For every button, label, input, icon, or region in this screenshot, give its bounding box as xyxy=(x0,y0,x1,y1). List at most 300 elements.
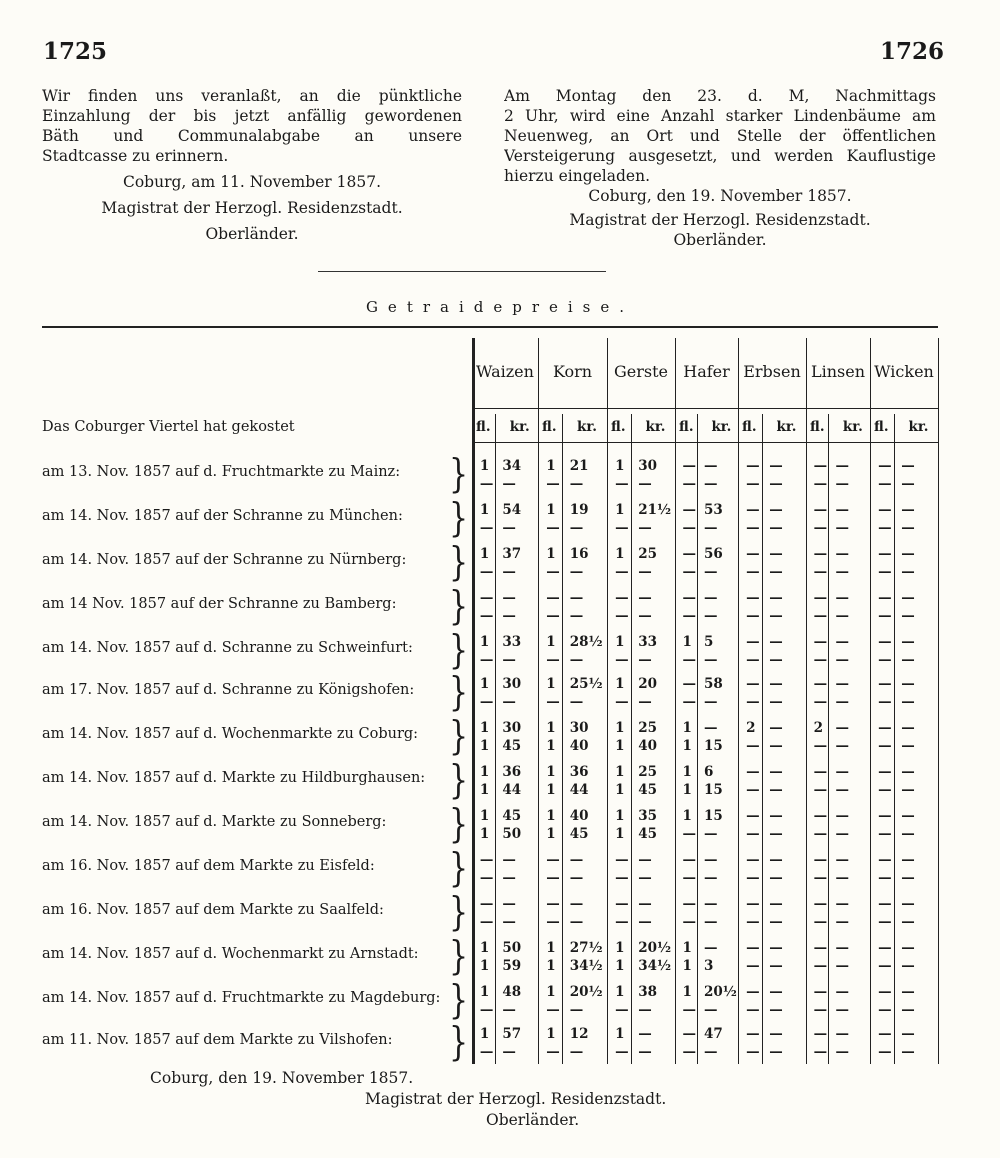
price-cell: — xyxy=(746,634,760,650)
price-cell: — xyxy=(546,590,560,606)
price-cell: — xyxy=(769,634,783,650)
price-cell: 1 xyxy=(546,634,556,650)
column-divider xyxy=(495,414,496,1064)
row-header-label: Das Coburger Viertel hat gekostet xyxy=(42,419,295,435)
price-cell: — xyxy=(769,940,783,956)
column-divider xyxy=(472,338,475,1064)
price-cell: 1 xyxy=(615,1026,625,1042)
price-cell: — xyxy=(901,852,915,868)
price-cell: — xyxy=(638,652,652,668)
price-cell: — xyxy=(746,826,760,842)
price-cell: — xyxy=(769,896,783,912)
price-cell: — xyxy=(502,1002,516,1018)
notice-right-line: Am Montag den 23. d. M, Nachmittags xyxy=(504,87,936,105)
price-cell: 1 xyxy=(479,720,490,736)
price-cell: — xyxy=(901,564,915,580)
price-cell: — xyxy=(901,808,915,824)
row-brace: } xyxy=(449,670,469,716)
price-cell: — xyxy=(479,652,494,668)
column-divider xyxy=(675,338,676,1064)
price-cell: — xyxy=(703,870,718,886)
grain-header: Wicken xyxy=(874,362,934,381)
notice-right-authority: Magistrat der Herzogl. Residenzstadt. xyxy=(569,211,871,229)
price-cell: — xyxy=(813,1002,828,1018)
price-cell: — xyxy=(769,1026,783,1042)
price-cell: 1 xyxy=(615,808,625,824)
price-cell: 58 xyxy=(703,676,723,692)
price-cell: — xyxy=(703,590,718,606)
price-cell: — xyxy=(901,634,915,650)
price-cell: — xyxy=(901,608,915,624)
price-cell: — xyxy=(901,764,915,780)
price-cell: 33 xyxy=(638,634,658,650)
market-label: am 14. Nov. 1857 auf d. Wochenmarkt zu Arnstadt: xyxy=(42,946,419,962)
price-cell: 27½ xyxy=(569,940,603,956)
price-cell: 1 xyxy=(546,826,556,842)
price-cell: — xyxy=(546,1002,560,1018)
price-cell: — xyxy=(479,1002,494,1018)
price-cell: — xyxy=(546,520,560,536)
price-cell: — xyxy=(546,694,560,710)
price-cell: 1 xyxy=(546,984,556,1000)
price-cell: — xyxy=(835,590,849,606)
row-brace: } xyxy=(449,452,469,498)
price-cell: — xyxy=(901,676,915,692)
price-cell: — xyxy=(479,1044,494,1060)
price-cell: — xyxy=(479,870,494,886)
price-cell: — xyxy=(638,476,652,492)
price-cell: — xyxy=(682,590,697,606)
price-cell: — xyxy=(615,652,629,668)
price-cell: — xyxy=(835,458,849,474)
price-cell: — xyxy=(502,476,516,492)
price-cell: — xyxy=(769,984,783,1000)
price-cell: — xyxy=(569,914,584,930)
market-label: am 14 Nov. 1857 auf der Schranne zu Bamberg: xyxy=(42,596,397,612)
price-cell: — xyxy=(569,520,584,536)
price-cell: — xyxy=(878,1044,892,1060)
price-cell: 37 xyxy=(502,546,522,562)
price-cell: — xyxy=(813,852,828,868)
price-cell: — xyxy=(502,564,516,580)
price-cell: — xyxy=(769,676,783,692)
price-cell: 1 xyxy=(615,502,625,518)
price-cell: — xyxy=(638,520,652,536)
price-cell: — xyxy=(878,694,892,710)
price-cell: — xyxy=(746,782,760,798)
price-cell: 1 xyxy=(615,676,625,692)
price-cell: — xyxy=(546,870,560,886)
price-cell: — xyxy=(682,1044,697,1060)
price-cell: — xyxy=(835,782,849,798)
price-cell: — xyxy=(769,764,783,780)
price-cell: 36 xyxy=(502,764,522,780)
price-cell: — xyxy=(835,852,849,868)
price-cell: — xyxy=(746,870,760,886)
price-cell: 1 xyxy=(682,764,692,780)
price-cell: — xyxy=(703,652,718,668)
unit-kr-header: kr. xyxy=(711,419,732,435)
price-cell: — xyxy=(682,694,697,710)
price-cell: — xyxy=(813,608,828,624)
market-label: am 14. Nov. 1857 auf der Schranne zu München: xyxy=(42,508,403,524)
price-cell: 20½ xyxy=(703,984,737,1000)
price-cell: — xyxy=(878,826,892,842)
unit-fl-header: fl. xyxy=(874,419,889,435)
price-cell: — xyxy=(569,652,584,668)
price-cell: 1 xyxy=(546,808,556,824)
price-cell: — xyxy=(703,1044,718,1060)
unit-kr-header: kr. xyxy=(576,419,597,435)
price-cell: — xyxy=(479,694,494,710)
notice-left-signature: Oberländer. xyxy=(205,225,299,243)
price-cell: — xyxy=(569,852,584,868)
grain-header: Hafer xyxy=(683,362,730,381)
notice-right-line: 2 Uhr, wird eine Anzahl starker Lindenbäume am xyxy=(504,107,936,125)
price-cell: 1 xyxy=(546,958,556,974)
price-cell: — xyxy=(682,458,697,474)
price-cell: 1 xyxy=(546,720,556,736)
price-cell: 59 xyxy=(502,958,522,974)
price-cell: — xyxy=(901,590,915,606)
price-cell: — xyxy=(502,520,516,536)
notice-right-line: Versteigerung ausgesetzt, und werden Kauflustige xyxy=(504,147,936,165)
price-cell: 30 xyxy=(638,458,658,474)
price-cell: — xyxy=(615,870,629,886)
price-cell: — xyxy=(813,984,828,1000)
footer-signature: Oberländer. xyxy=(486,1111,580,1129)
footer-place-date: Coburg, den 19. November 1857. xyxy=(150,1069,414,1087)
price-cell: — xyxy=(835,676,849,692)
row-brace: } xyxy=(449,714,469,760)
price-cell: — xyxy=(813,564,828,580)
page-number-left: 1725 xyxy=(43,38,108,65)
price-cell: — xyxy=(835,940,849,956)
price-cell: — xyxy=(835,764,849,780)
price-cell: — xyxy=(638,1026,652,1042)
price-cell: — xyxy=(746,1026,760,1042)
price-cell: — xyxy=(813,808,828,824)
price-cell: — xyxy=(502,590,516,606)
price-cell: 1 xyxy=(615,984,625,1000)
price-cell: — xyxy=(901,502,915,518)
price-cell: — xyxy=(901,738,915,754)
price-cell: 45 xyxy=(569,826,589,842)
price-cell: 35 xyxy=(638,808,658,824)
notice-left-place-date: Coburg, am 11. November 1857. xyxy=(122,173,382,191)
price-cell: 21 xyxy=(569,458,589,474)
price-cell: — xyxy=(703,826,718,842)
price-cell: — xyxy=(546,852,560,868)
price-cell: — xyxy=(682,546,697,562)
price-cell: — xyxy=(769,476,783,492)
price-cell: — xyxy=(901,652,915,668)
price-cell: — xyxy=(769,590,783,606)
price-cell: — xyxy=(769,1002,783,1018)
price-cell: — xyxy=(746,958,760,974)
price-cell: — xyxy=(746,852,760,868)
price-cell: — xyxy=(546,476,560,492)
header-rule xyxy=(472,442,938,443)
unit-kr-header: kr. xyxy=(645,419,666,435)
price-cell: 1 xyxy=(615,958,625,974)
price-cell: — xyxy=(878,896,892,912)
price-cell: 1 xyxy=(615,634,625,650)
price-cell: 30 xyxy=(502,720,522,736)
price-cell: — xyxy=(746,564,760,580)
price-cell: — xyxy=(615,852,629,868)
price-cell: — xyxy=(682,476,697,492)
price-cell: — xyxy=(878,1002,892,1018)
price-cell: — xyxy=(769,502,783,518)
price-cell: — xyxy=(835,738,849,754)
price-cell: — xyxy=(546,652,560,668)
price-cell: — xyxy=(769,546,783,562)
price-cell: 38 xyxy=(638,984,658,1000)
price-cell: — xyxy=(813,502,828,518)
price-cell: — xyxy=(901,870,915,886)
price-cell: — xyxy=(638,914,652,930)
price-cell: — xyxy=(835,720,849,736)
price-cell: 1 xyxy=(479,940,490,956)
price-cell: — xyxy=(769,738,783,754)
price-cell: — xyxy=(569,1002,584,1018)
price-cell: — xyxy=(502,1044,516,1060)
price-cell: — xyxy=(746,764,760,780)
price-cell: — xyxy=(615,476,629,492)
page-number-right: 1726 xyxy=(880,38,945,65)
row-brace: } xyxy=(449,758,469,804)
price-cell: — xyxy=(746,520,760,536)
price-cell: 1 xyxy=(546,940,556,956)
price-cell: — xyxy=(835,984,849,1000)
price-cell: 5 xyxy=(703,634,714,650)
price-cell: 30 xyxy=(502,676,522,692)
notice-left xyxy=(42,86,462,244)
price-cell: — xyxy=(878,564,892,580)
price-cell: — xyxy=(813,458,828,474)
row-brace: } xyxy=(449,802,469,848)
grain-header: Waizen xyxy=(476,362,534,381)
price-cell: — xyxy=(835,958,849,974)
price-cell: — xyxy=(682,676,697,692)
price-cell: — xyxy=(479,914,494,930)
price-cell: — xyxy=(813,634,828,650)
price-cell: 1 xyxy=(479,958,490,974)
price-cell: — xyxy=(769,520,783,536)
price-cell: 1 xyxy=(479,1026,490,1042)
price-cell: — xyxy=(746,458,760,474)
price-cell: — xyxy=(901,694,915,710)
price-cell: — xyxy=(901,958,915,974)
price-cell: — xyxy=(546,564,560,580)
market-label: am 14. Nov. 1857 auf d. Markte zu Hildburghausen: xyxy=(42,770,426,786)
price-cell: — xyxy=(813,826,828,842)
price-cell: — xyxy=(878,590,892,606)
price-cell: — xyxy=(878,502,892,518)
price-cell: — xyxy=(746,546,760,562)
price-cell: — xyxy=(546,896,560,912)
price-cell: — xyxy=(502,652,516,668)
price-cell: — xyxy=(546,914,560,930)
price-cell: — xyxy=(813,652,828,668)
grain-header: Erbsen xyxy=(743,362,801,381)
price-cell: — xyxy=(682,520,697,536)
price-cell: — xyxy=(813,1044,828,1060)
price-cell: 45 xyxy=(502,808,522,824)
price-cell: — xyxy=(878,720,892,736)
price-cell: — xyxy=(615,1044,629,1060)
price-cell: — xyxy=(502,852,516,868)
price-cell: — xyxy=(703,476,718,492)
column-divider xyxy=(738,338,739,1064)
price-cell: 33 xyxy=(502,634,522,650)
price-cell: — xyxy=(703,458,718,474)
price-cell: — xyxy=(901,826,915,842)
price-cell: — xyxy=(835,870,849,886)
price-cell: — xyxy=(813,546,828,562)
price-cell: 40 xyxy=(569,738,589,754)
price-cell: — xyxy=(835,896,849,912)
price-cell: 1 xyxy=(546,1026,556,1042)
price-cell: — xyxy=(546,1044,560,1060)
price-cell: — xyxy=(615,564,629,580)
footer-authority: Magistrat der Herzogl. Residenzstadt. xyxy=(365,1090,667,1108)
price-cell: — xyxy=(878,852,892,868)
price-cell: — xyxy=(769,870,783,886)
price-cell: 19 xyxy=(569,502,589,518)
price-cell: 1 xyxy=(615,940,625,956)
price-cell: — xyxy=(878,520,892,536)
table-title: Getraidepreise. xyxy=(365,298,635,316)
price-cell: — xyxy=(746,608,760,624)
price-cell: 1 xyxy=(479,984,490,1000)
separator-rule xyxy=(318,271,606,272)
price-cell: 30 xyxy=(569,720,589,736)
price-cell: — xyxy=(746,808,760,824)
price-cell: 44 xyxy=(569,782,589,798)
price-cell: — xyxy=(878,914,892,930)
price-cell: — xyxy=(901,1044,915,1060)
price-cell: — xyxy=(746,896,760,912)
price-cell: — xyxy=(703,852,718,868)
price-cell: — xyxy=(835,502,849,518)
price-cell: — xyxy=(901,458,915,474)
price-cell: — xyxy=(502,896,516,912)
price-cell: — xyxy=(682,896,697,912)
price-cell: — xyxy=(746,738,760,754)
price-cell: — xyxy=(479,852,494,868)
price-cell: — xyxy=(769,782,783,798)
price-cell: 1 xyxy=(479,676,490,692)
price-cell: — xyxy=(703,520,718,536)
price-cell: — xyxy=(813,676,828,692)
price-cell: — xyxy=(746,652,760,668)
price-cell: 3 xyxy=(703,958,714,974)
price-cell: 34½ xyxy=(638,958,672,974)
price-cell: 1 xyxy=(682,940,692,956)
price-cell: — xyxy=(569,564,584,580)
price-cell: 16 xyxy=(569,546,589,562)
price-cell: — xyxy=(615,608,629,624)
notice-left-line: Bäth und Communalabgabe an unsere xyxy=(42,127,462,145)
price-cell: — xyxy=(769,958,783,974)
price-cell: — xyxy=(813,782,828,798)
price-cell: — xyxy=(769,458,783,474)
row-brace: } xyxy=(449,628,469,674)
price-cell: 45 xyxy=(638,782,658,798)
column-divider xyxy=(562,414,563,1064)
price-cell: 56 xyxy=(703,546,723,562)
price-cell: — xyxy=(638,590,652,606)
price-cell: — xyxy=(682,914,697,930)
column-divider xyxy=(806,338,807,1064)
price-cell: — xyxy=(835,826,849,842)
price-cell: — xyxy=(769,652,783,668)
price-cell: — xyxy=(813,738,828,754)
price-cell: — xyxy=(813,896,828,912)
price-cell: — xyxy=(813,590,828,606)
price-cell: — xyxy=(813,870,828,886)
price-cell: — xyxy=(569,870,584,886)
price-cell: 2 xyxy=(813,720,824,736)
price-cell: — xyxy=(746,676,760,692)
price-cell: — xyxy=(615,914,629,930)
price-cell: — xyxy=(878,634,892,650)
price-cell: — xyxy=(502,914,516,930)
price-cell: — xyxy=(746,502,760,518)
price-cell: 1 xyxy=(682,720,692,736)
price-cell: — xyxy=(638,608,652,624)
row-brace: } xyxy=(449,496,469,542)
notice-right-line: Neuenweg, an Ort und Stelle der öffentlichen xyxy=(504,127,936,145)
unit-fl-header: fl. xyxy=(742,419,757,435)
price-cell: — xyxy=(835,608,849,624)
price-cell: — xyxy=(901,896,915,912)
price-cell: — xyxy=(638,1044,652,1060)
price-cell: 45 xyxy=(502,738,522,754)
price-cell: — xyxy=(746,1002,760,1018)
unit-fl-header: fl. xyxy=(476,419,491,435)
price-cell: — xyxy=(901,1026,915,1042)
price-cell: — xyxy=(703,720,718,736)
price-cell: — xyxy=(835,808,849,824)
price-cell: 25 xyxy=(638,546,658,562)
price-cell: — xyxy=(769,608,783,624)
price-cell: — xyxy=(878,870,892,886)
price-cell: — xyxy=(546,608,560,624)
price-cell: — xyxy=(901,476,915,492)
price-cell: 1 xyxy=(479,826,490,842)
notice-left-line: Einzahlung der bis jetzt anfällig gewordenen xyxy=(42,107,462,125)
price-cell: 1 xyxy=(479,634,490,650)
price-cell: 1 xyxy=(479,782,490,798)
price-cell: — xyxy=(901,782,915,798)
row-brace: } xyxy=(449,978,469,1024)
price-cell: — xyxy=(569,694,584,710)
price-cell: — xyxy=(569,608,584,624)
price-cell: 1 xyxy=(615,782,625,798)
price-cell: — xyxy=(615,590,629,606)
price-cell: — xyxy=(746,590,760,606)
price-cell: 1 xyxy=(682,984,692,1000)
price-cell: — xyxy=(878,764,892,780)
price-cell: — xyxy=(901,1002,915,1018)
notice-right xyxy=(504,86,936,250)
price-cell: 54 xyxy=(502,502,522,518)
price-cell: 12 xyxy=(569,1026,589,1042)
market-label: am 17. Nov. 1857 auf d. Schranne zu Königshofen: xyxy=(42,682,415,698)
